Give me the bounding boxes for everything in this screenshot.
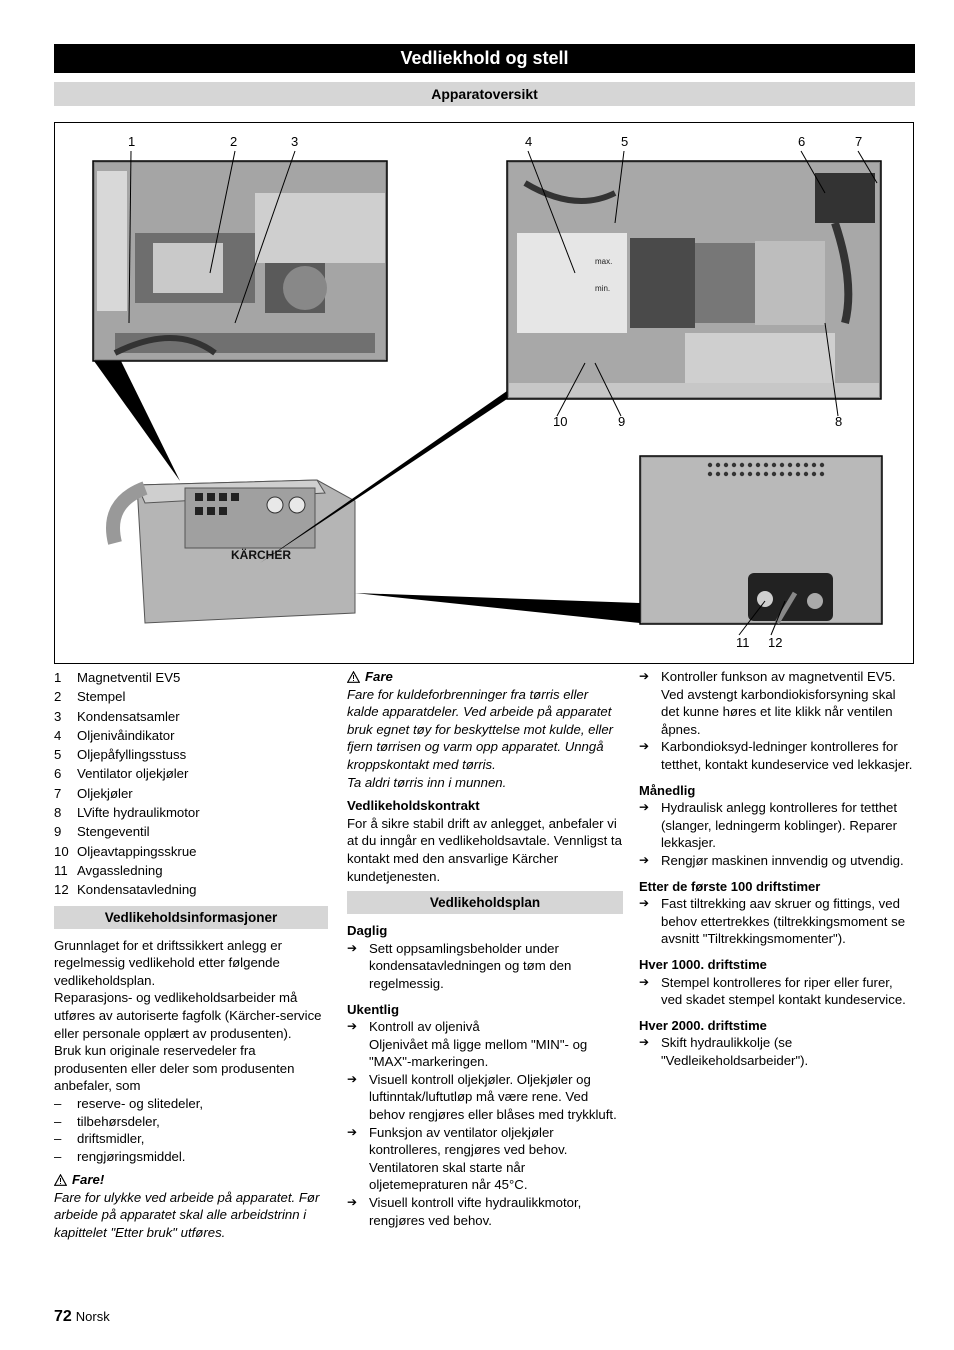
list-item bbox=[347, 940, 623, 993]
dash-bullet: – bbox=[54, 1095, 62, 1111]
arrow-right-icon: ➔ bbox=[639, 1035, 650, 1050]
list-item-text: Karbondioksyd-ledninger kontrolleres for tetthet, kontakt kundeservice ved lekkasjer. bbox=[661, 739, 913, 772]
arrow-right-icon: ➔ bbox=[639, 974, 650, 989]
contract-text: For å sikre stabil drift av anlegget, anbefaler vi at du inngår en vedlikeholdsavtale. Vennligst ta kontakt med den ansvarlige Kärcher kundetjenesten. bbox=[347, 815, 622, 884]
arrow-right-icon: ➔ bbox=[347, 940, 358, 955]
legend-number: 3 bbox=[54, 708, 62, 724]
monthly-heading: Månedlig bbox=[639, 782, 696, 798]
list-item bbox=[639, 738, 915, 773]
legend-text: Stengeventil bbox=[77, 824, 150, 840]
weekly-heading: Ukentlig bbox=[347, 1001, 400, 1017]
legend-text: Avgassledning bbox=[77, 862, 163, 878]
list-item-text: tilbehørsdeler, bbox=[77, 1113, 160, 1129]
callout-8: 8 bbox=[835, 414, 843, 429]
section-heading-plan: Vedlikeholdsplan bbox=[347, 891, 623, 914]
page-number: 72 bbox=[54, 1308, 72, 1325]
warning-heading bbox=[347, 668, 623, 686]
list-item bbox=[54, 1095, 328, 1113]
device-illustration bbox=[55, 123, 915, 665]
page-footer bbox=[54, 1308, 110, 1326]
legend-item bbox=[54, 880, 328, 899]
arrow-right-icon: ➔ bbox=[639, 896, 650, 911]
warning-triangle-icon bbox=[54, 1174, 67, 1186]
column-3 bbox=[639, 668, 915, 1069]
list-item bbox=[639, 974, 915, 1009]
list-item-text: Hydraulisk anlegg kontrolleres for tetthet (slanger, ledningerm koblinger). Reparer lekkasjer. bbox=[661, 800, 898, 851]
warning-title: Fare! bbox=[72, 1172, 105, 1188]
arrow-right-icon: ➔ bbox=[639, 852, 650, 867]
list-item-subtext: Oljenivået må ligge mellom "MIN"- og "MAX"-markeringen. bbox=[369, 1036, 588, 1070]
legend-text: Stempel bbox=[77, 689, 126, 705]
column-1 bbox=[54, 668, 328, 1242]
warning-heading bbox=[54, 1171, 328, 1189]
section-heading-info: Vedlikeholdsinformasjoner bbox=[54, 906, 328, 929]
legend-text: Oljenivåindikator bbox=[77, 727, 175, 743]
callout-2: 2 bbox=[230, 134, 238, 149]
h2000-heading: Hver 2000. driftstime bbox=[639, 1017, 767, 1033]
list-item-text: Visuell kontroll oljekjøler. Oljekjøler og luftinntak/luftutløp må være rene. Ved behov rengjøres eller blåses med trykkluft. bbox=[369, 1071, 617, 1123]
h1000-heading: Hver 1000. driftstime bbox=[639, 956, 767, 972]
list-item bbox=[54, 1113, 328, 1131]
legend-text: Oljepåfyllingsstuss bbox=[77, 747, 187, 763]
list-item-text: Funksjon av ventilator oljekjøler kontrolleres, rengjøres ved behov. Ventilatoren skal starte når oljetemepraturen når 45°C. bbox=[369, 1124, 568, 1193]
callout-9: 9 bbox=[618, 414, 626, 429]
callout-4: 4 bbox=[525, 134, 533, 149]
legend-text: Kondensatavledning bbox=[77, 882, 197, 898]
callout-1: 1 bbox=[128, 134, 136, 149]
callout-10: 10 bbox=[553, 414, 568, 429]
list-item-text: Skift hydraulikkolje (se "Vedleikeholdsarbeider"). bbox=[661, 1035, 809, 1068]
list-item bbox=[54, 1148, 328, 1166]
legend-number: 11 bbox=[54, 862, 68, 878]
callout-3: 3 bbox=[291, 134, 299, 149]
arrow-right-icon: ➔ bbox=[639, 669, 650, 683]
warning-text: Fare for ulykke ved arbeide på apparatet. Før arbeide på apparatet skal alle arbeidstrinn i kapittelet "Etter bruk" utføres. bbox=[54, 1189, 320, 1241]
h100-heading: Etter de første 100 driftstimer bbox=[639, 878, 821, 894]
callout-7: 7 bbox=[855, 134, 863, 149]
legend-item bbox=[54, 764, 328, 783]
list-item-text: rengjøringsmiddel. bbox=[77, 1148, 186, 1164]
list-item-text: reserve- og slitedeler, bbox=[77, 1095, 204, 1111]
list-item-text: Stempel kontrolleres for riper eller furer, ved skadet stempel kontakt kundeservice. bbox=[661, 974, 906, 1008]
dash-bullet: – bbox=[54, 1113, 62, 1129]
legend-item bbox=[54, 861, 328, 880]
arrow-right-icon: ➔ bbox=[347, 1124, 358, 1139]
column-2 bbox=[347, 668, 623, 1229]
legend-item bbox=[54, 687, 328, 706]
legend-number: 2 bbox=[54, 689, 62, 705]
dash-bullet: – bbox=[54, 1131, 62, 1147]
list-item-text: Fast tiltrekking aav skruer og fittings, ved behov ettertrekkes (tiltrekkingsmoment se avsnitt "Tiltrekkingsmomenter"). bbox=[661, 896, 906, 947]
legend-item bbox=[54, 842, 328, 861]
legend-item bbox=[54, 784, 328, 803]
daily-heading: Daglig bbox=[347, 923, 388, 939]
legend-text: Oljekjøler bbox=[77, 785, 133, 801]
warning-text-2: Ta aldri tørris inn i munnen. bbox=[347, 774, 507, 790]
max-label: max. bbox=[595, 257, 613, 266]
contract-heading: Vedlikeholdskontrakt bbox=[347, 798, 480, 814]
arrow-right-icon: ➔ bbox=[639, 800, 650, 815]
list-item-text: Rengjør maskinen innvendig og utvendig. bbox=[661, 852, 904, 868]
legend-item bbox=[54, 707, 328, 726]
arrow-right-icon: ➔ bbox=[639, 739, 650, 754]
list-item bbox=[639, 1034, 915, 1069]
list-item bbox=[347, 1018, 623, 1036]
legend-text: Kondensatsamler bbox=[77, 708, 180, 724]
callout-6: 6 bbox=[798, 134, 806, 149]
legend-number: 8 bbox=[54, 805, 62, 821]
warning-triangle-icon bbox=[347, 671, 360, 683]
callout-11: 11 bbox=[736, 635, 750, 650]
brand-logo-text: KÄRCHER bbox=[231, 548, 291, 562]
legend-number: 5 bbox=[54, 747, 62, 763]
list-item-text: Kontroll av oljenivå bbox=[369, 1019, 480, 1035]
legend-number: 1 bbox=[54, 670, 62, 685]
list-item bbox=[347, 1124, 623, 1194]
legend-number: 7 bbox=[54, 785, 62, 801]
legend-item bbox=[54, 822, 328, 841]
legend-number: 6 bbox=[54, 766, 62, 782]
device-overview-figure bbox=[54, 122, 914, 664]
arrow-right-icon: ➔ bbox=[347, 1195, 358, 1210]
legend-text: Ventilator oljekjøler bbox=[77, 766, 189, 782]
list-item-text: Kontroller funkson av magnetventil EV5. Ved avstengt karbondiokisforsyning skal det kunne høres et lite klikk når ventilen åpnes. bbox=[661, 669, 896, 737]
callout-12: 12 bbox=[768, 635, 783, 650]
list-item bbox=[347, 1194, 623, 1229]
list-item bbox=[347, 1071, 623, 1124]
warning-title: Fare bbox=[365, 669, 393, 684]
list-item-text: Visuell kontroll vifte hydraulikkmotor, rengjøres ved behov. bbox=[369, 1195, 582, 1228]
list-item bbox=[639, 668, 915, 738]
legend-item bbox=[54, 668, 328, 687]
list-item-text: Sett oppsamlingsbeholder under kondensatavledningen og tøm den regelmessig. bbox=[369, 940, 572, 991]
footer-language: Norsk bbox=[75, 1309, 110, 1324]
list-item-text: driftsmidler, bbox=[77, 1131, 145, 1147]
legend-list bbox=[54, 668, 328, 900]
page-title: Vedliekhold og stell bbox=[54, 44, 915, 73]
min-label: min. bbox=[595, 284, 611, 293]
legend-text: Oljeavtappingsskrue bbox=[77, 843, 197, 859]
legend-text: Magnetventil EV5 bbox=[77, 670, 181, 685]
list-item bbox=[639, 895, 915, 948]
legend-number: 4 bbox=[54, 727, 62, 743]
list-item bbox=[54, 1130, 328, 1148]
legend-item bbox=[54, 726, 328, 745]
list-item bbox=[639, 852, 915, 870]
legend-item bbox=[54, 803, 328, 822]
legend-number: 10 bbox=[54, 843, 69, 859]
warning-text: Fare for kuldeforbrenninger fra tørris eller kalde apparatdeler. Ved arbeide på apparatet bruk egnet tøy for beskyttelse mot kulde, eller fjern tørrisen og varm opp apparatet. Unngå kroppskontakt med tørris. bbox=[347, 686, 614, 772]
info-paragraph-1: Grunnlaget for et driftssikkert anlegg er regelmessig vedlikehold etter følgende vedlikeholdsplan. bbox=[54, 937, 282, 988]
legend-text: LVifte hydraulikmotor bbox=[77, 805, 200, 821]
arrow-right-icon: ➔ bbox=[347, 1071, 358, 1086]
legend-item bbox=[54, 745, 328, 764]
legend-number: 12 bbox=[54, 882, 69, 898]
arrow-right-icon: ➔ bbox=[347, 1019, 358, 1034]
info-paragraph-2: Reparasjons- og vedlikeholdsarbeider må utføres av autoriserte fagfolk (Kärcher-service eller personale opplært av produsenten). bbox=[54, 990, 322, 1041]
legend-number: 9 bbox=[54, 824, 62, 840]
info-paragraph-3: Bruk kun originale reservedeler fra produsenten eller deler som produsenten anbefaler, som bbox=[54, 1043, 295, 1094]
callout-5: 5 bbox=[621, 134, 629, 149]
section-title-apparatoversikt: Apparatoversikt bbox=[54, 82, 915, 106]
list-item bbox=[639, 799, 915, 852]
dash-bullet: – bbox=[54, 1148, 62, 1164]
